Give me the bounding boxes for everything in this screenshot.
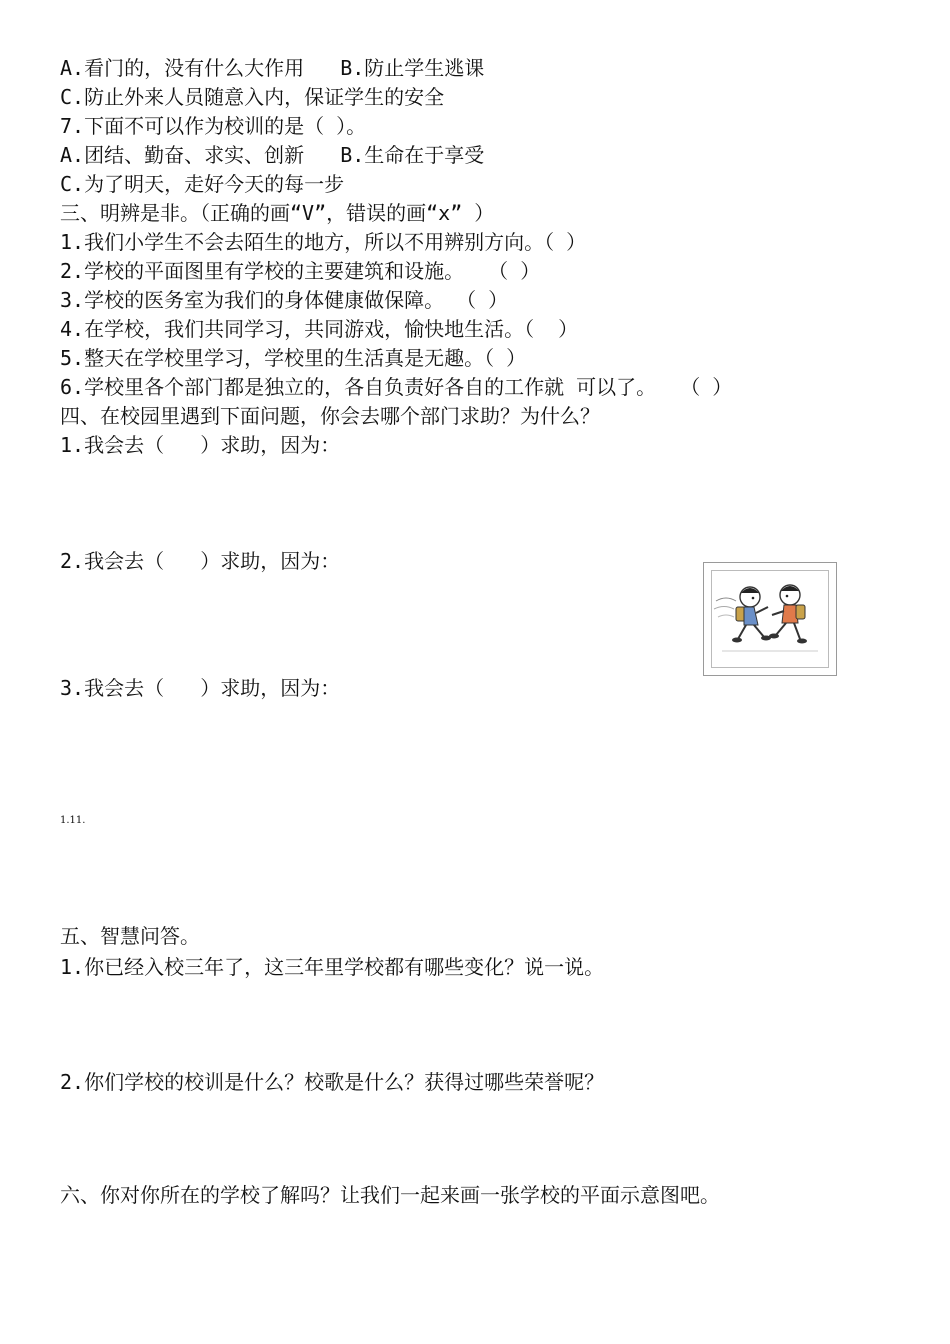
section-6-heading: 六、你对你所在的学校了解吗？让我们一起来画一张学校的平面示意图吧。 — [60, 1183, 720, 1207]
section-3-heading: 三、明辨是非。（正确的画“V”，错误的画“x” ） — [60, 201, 495, 225]
help-answer-1: 1.我会去（ ）求助，因为： — [60, 433, 341, 457]
page-note: 1.11. — [60, 815, 86, 826]
wisdom-question-2: 2.你们学校的校训是什么？校歌是什么？获得过哪些荣誉呢？ — [60, 1070, 605, 1094]
children-running-illustration — [703, 562, 837, 676]
judge-item-4: 4.在学校，我们共同学习，共同游戏，愉快地生活。（ ） — [60, 317, 579, 341]
judge-item-1: 1.我们小学生不会去陌生的地方，所以不用辨别方向。（ ） — [60, 230, 587, 254]
section-5-heading: 五、智慧问答。 — [60, 924, 200, 948]
judge-item-6: 6.学校里各个部门都是独立的，各自负责好各自的工作就 可以了。 （ ） — [60, 375, 733, 399]
help-answer-2: 2.我会去（ ）求助，因为： — [60, 549, 341, 573]
wisdom-question-1: 1.你已经入校三年了，这三年里学校都有哪些变化？说一说。 — [60, 955, 605, 979]
judge-item-2: 2.学校的平面图里有学校的主要建筑和设施。 （ ） — [60, 259, 541, 283]
option-c-gatekeeper: C.防止外来人员随意入内，保证学生的安全 — [60, 85, 445, 109]
judge-item-5: 5.整天在学校里学习，学校里的生活真是无趣。（ ） — [60, 346, 527, 370]
option-a-b-gatekeeper: A.看门的，没有什么大作用 B.防止学生逃课 — [60, 56, 485, 80]
illustration-frame — [711, 570, 829, 668]
question-7: 7.下面不可以作为校训的是（ ）。 — [60, 114, 367, 138]
judge-item-3: 3.学校的医务室为我们的身体健康做保障。 （ ） — [60, 288, 509, 312]
section-4-heading: 四、在校园里遇到下面问题，你会去哪个部门求助？为什么？ — [60, 404, 600, 428]
option-c-motto: C.为了明天，走好今天的每一步 — [60, 172, 345, 196]
option-a-b-motto: A.团结、勤奋、求实、创新 B.生命在于享受 — [60, 143, 485, 167]
help-answer-3: 3.我会去（ ）求助，因为： — [60, 676, 341, 700]
running-kids-icon — [712, 571, 830, 669]
